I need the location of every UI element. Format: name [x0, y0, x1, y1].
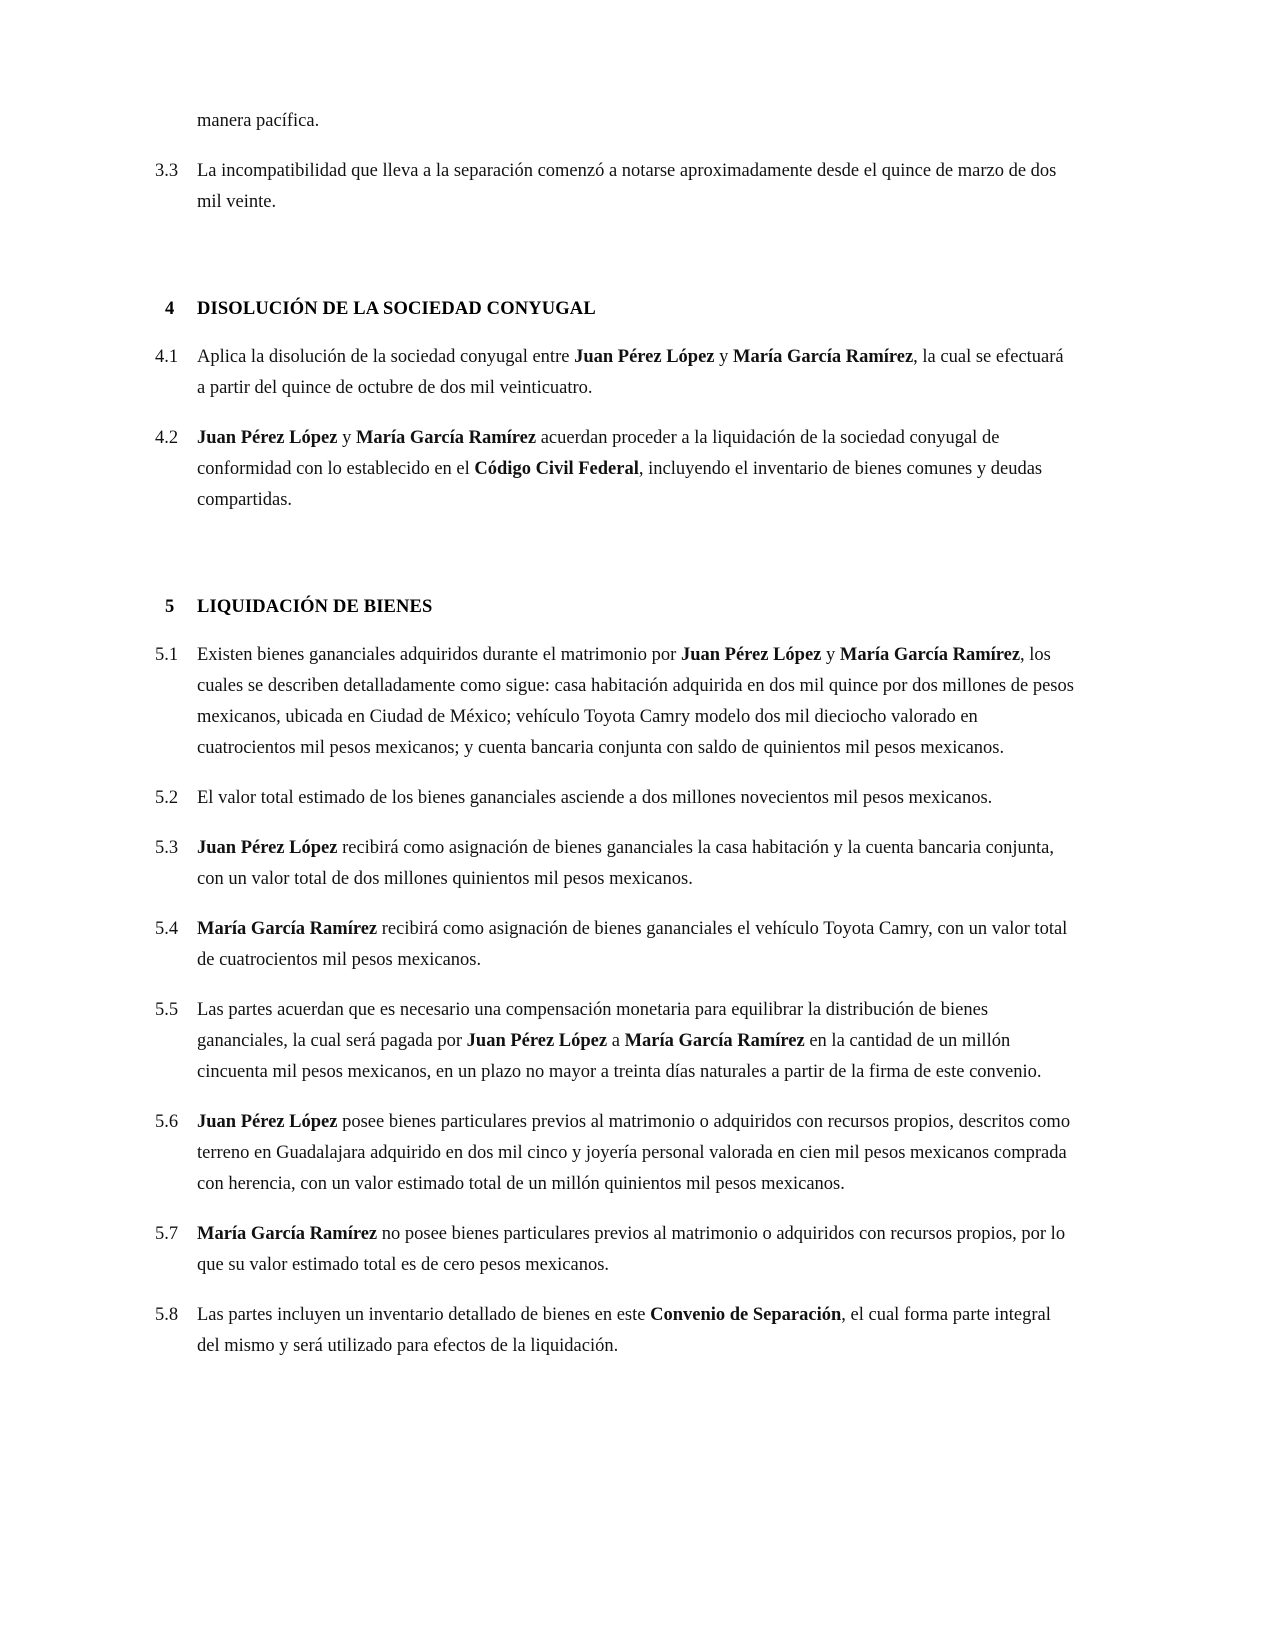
clause-number: 5.8	[155, 1305, 179, 1325]
clause-number: 5.1	[155, 645, 179, 665]
spacer	[155, 218, 1075, 294]
clause-4-1	[155, 342, 1075, 404]
clause-text: María García Ramírez recibirá como asignación de bienes gananciales el vehículo Toyota Camry, con un valor total de cuatrocientos mil pesos mexicanos.	[197, 919, 1068, 970]
spacer	[155, 516, 1075, 592]
clause-text: Juan Pérez López y María García Ramírez acuerdan proceder a la liquidación de la sociedad conyugal de conformidad con lo establecido en el Código Civil Federal, incluyendo el inventario de bienes comunes y deudas compartidas.	[197, 428, 1043, 510]
clause-number: 4.2	[155, 428, 179, 448]
section-number: 5	[165, 597, 175, 617]
clause-text: María García Ramírez no posee bienes particulares previos al matrimonio o adquiridos con recursos propios, por lo que su valor estimado total es de cero pesos mexicanos.	[197, 1224, 1066, 1275]
clause-4-2	[155, 423, 1075, 516]
spacer	[155, 623, 1075, 640]
clause-5-1	[155, 640, 1075, 764]
section-heading-5	[155, 592, 1075, 623]
spacer	[155, 404, 1075, 423]
section-title: DISOLUCIÓN DE LA SOCIEDAD CONYUGAL	[197, 299, 596, 319]
clause-text: Juan Pérez López posee bienes particulares previos al matrimonio o adquiridos con recursos propios, descritos como terreno en Guadalajara adquirido en dos mil cinco y joyería personal valorada en cien mil pesos mexicanos comprada con herencia, con un valor estimado total de un millón quinientos mil pesos mexicanos.	[197, 1112, 1071, 1194]
clause-number: 5.6	[155, 1112, 179, 1132]
clause-text: Aplica la disolución de la sociedad conyugal entre Juan Pérez López y María García Ramírez, la cual se efectuará a partir del quince de octubre de dos mil veinticuatro.	[197, 347, 1064, 398]
clause-text: La incompatibilidad que lleva a la separación comenzó a notarse aproximadamente desde el quince de marzo de dos mil veinte.	[197, 161, 1057, 212]
spacer	[155, 764, 1075, 783]
spacer	[155, 325, 1075, 342]
clause-text: Juan Pérez López recibirá como asignación de bienes gananciales la casa habitación y la cuenta bancaria conjunta, con un valor total de dos millones quinientos mil pesos mexicanos.	[197, 838, 1054, 889]
spacer	[155, 976, 1075, 995]
section-number: 4	[165, 299, 175, 319]
spacer	[155, 137, 1075, 156]
clause-number: 5.4	[155, 919, 179, 939]
clause-text: Existen bienes gananciales adquiridos durante el matrimonio por Juan Pérez López y María García Ramírez, los cuales se describen detalladamente como sigue: casa habitación adquirida en dos mil quince por dos millones de pesos mexicanos, ubicada en Ciudad de México; vehículo Toyota Camry modelo dos mil dieciocho valorado en cuatrocientos mil pesos mexicanos; y cuenta bancaria conjunta con saldo de quinientos mil pesos mexicanos.	[197, 645, 1074, 758]
clause-text: Las partes acuerdan que es necesario una compensación monetaria para equilibrar la distribución de bienes gananciales, la cual será pagada por Juan Pérez López a María García Ramírez en la cantidad de un millón cincuenta mil pesos mexicanos, en un plazo no mayor a treinta días naturales a partir de la firma de este convenio.	[197, 1000, 1042, 1082]
clause-5-5	[155, 995, 1075, 1088]
clause-5-6	[155, 1107, 1075, 1200]
clause-text: El valor total estimado de los bienes gananciales asciende a dos millones novecientos mil pesos mexicanos.	[197, 788, 993, 808]
clause-5-7	[155, 1219, 1075, 1281]
clause-5-3	[155, 833, 1075, 895]
clause-text: Las partes incluyen un inventario detallado de bienes en este Convenio de Separación, el cual forma parte integral del mismo y será utilizado para efectos de la liquidación.	[197, 1305, 1051, 1356]
spacer	[155, 1281, 1075, 1300]
document-content	[155, 106, 1075, 1362]
clause-number: 5.7	[155, 1224, 179, 1244]
clause-number: 5.2	[155, 788, 179, 808]
spacer	[155, 814, 1075, 833]
clause-5-8	[155, 1300, 1075, 1362]
clause-3-3	[155, 156, 1075, 218]
spacer	[155, 1088, 1075, 1107]
spacer	[155, 895, 1075, 914]
clause-number: 5.5	[155, 1000, 179, 1020]
clause-5-2	[155, 783, 1075, 814]
section-title: LIQUIDACIÓN DE BIENES	[197, 597, 433, 617]
clause-5-4	[155, 914, 1075, 976]
spacer	[155, 1200, 1075, 1219]
clause-number: 3.3	[155, 161, 179, 181]
continuation-paragraph: manera pacífica.	[197, 111, 320, 131]
clause-number: 4.1	[155, 347, 179, 367]
section-heading-4	[155, 294, 1075, 325]
clause-number: 5.3	[155, 838, 179, 858]
